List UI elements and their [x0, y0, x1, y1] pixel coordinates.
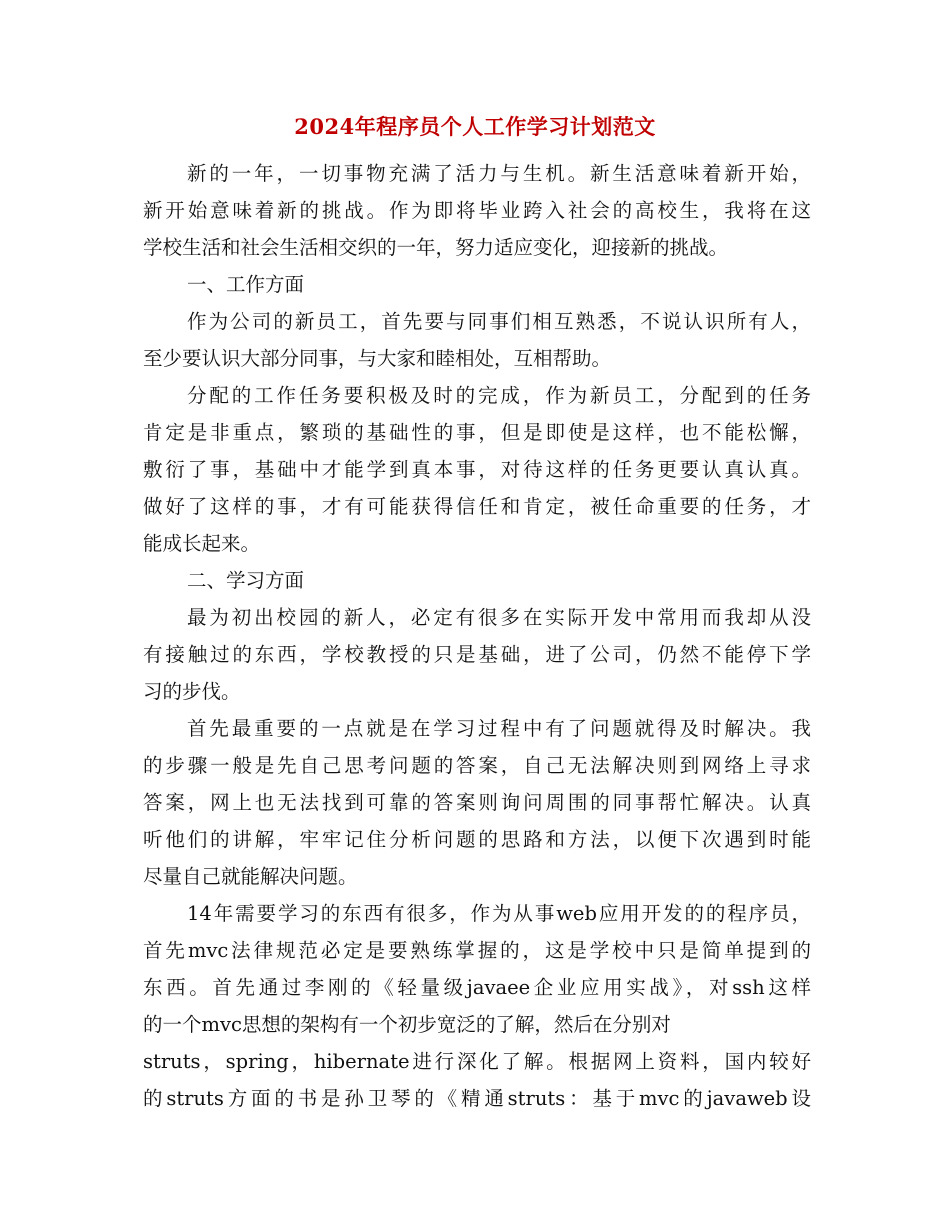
- text-line: 答案，网上也无法找到可靠的答案则询问周围的同事帮忙解决。认真: [143, 791, 811, 814]
- document-title: 2024年程序员个人工作学习计划范文: [294, 114, 656, 139]
- text-line: 能成长起来。: [143, 532, 261, 555]
- text-line: 东西。首先通过李刚的《轻量级javaee企业应用实战》，对ssh这样: [143, 976, 811, 999]
- text-line: 尽量自己就能解决问题。: [143, 865, 358, 888]
- text-line: 肯定是非重点，繁琐的基础性的事，但是即使是这样，也不能松懈，: [143, 421, 811, 444]
- text-line: 的struts方面的书是孙卫琴的《精通struts：基于mvc的javaweb设: [143, 1087, 811, 1110]
- text-line: 一、工作方面: [187, 273, 305, 296]
- document-body: [143, 155, 811, 1117]
- text-line: struts，spring，hibernate进行深化了解。根据网上资料，国内较好: [143, 1050, 811, 1073]
- text-line: 14年需要学习的东西有很多，作为从事web应用开发的的程序员，: [187, 902, 811, 925]
- text-line: 学校生活和社会生活相交织的一年，努力适应变化，迎接新的挑战。: [143, 236, 729, 259]
- text-line: 做好了这样的事，才有可能获得信任和肯定，被任命重要的任务，才: [143, 495, 811, 518]
- text-line: 新的一年，一切事物充满了活力与生机。新生活意味着新开始，: [187, 162, 811, 185]
- text-line: 至少要认识大部分同事，与大家和睦相处，互相帮助。: [143, 347, 612, 370]
- text-line: 听他们的讲解，牢牢记住分析问题的思路和方法，以便下次遇到时能: [143, 828, 811, 851]
- text-line: 敷衍了事，基础中才能学到真本事，对待这样的任务更要认真认真。: [143, 458, 811, 481]
- text-line: 的步骤一般是先自己思考问题的答案，自己无法解决则到网络上寻求: [143, 754, 811, 777]
- text-line: 有接触过的东西，学校教授的只是基础，进了公司，仍然不能停下学: [143, 643, 811, 666]
- text-line: 新开始意味着新的挑战。作为即将毕业跨入社会的高校生，我将在这: [143, 199, 811, 222]
- text-line: 作为公司的新员工，首先要与同事们相互熟悉，不说认识所有人，: [187, 310, 811, 333]
- text-line: 分配的工作任务要积极及时的完成，作为新员工，分配到的任务: [187, 384, 811, 407]
- text-line: 首先最重要的一点就是在学习过程中有了问题就得及时解决。我: [187, 717, 811, 740]
- text-line: 首先mvc法律规范必定是要熟练掌握的，这是学校中只是简单提到的: [143, 939, 811, 962]
- text-line: 的一个mvc思想的架构有一个初步宽泛的了解，然后在分别对: [143, 1013, 671, 1036]
- text-line: 二、学习方面: [187, 569, 305, 592]
- text-line: 最为初出校园的新人，必定有很多在实际开发中常用而我却从没: [187, 606, 811, 629]
- text-line: 习的步伐。: [143, 680, 241, 703]
